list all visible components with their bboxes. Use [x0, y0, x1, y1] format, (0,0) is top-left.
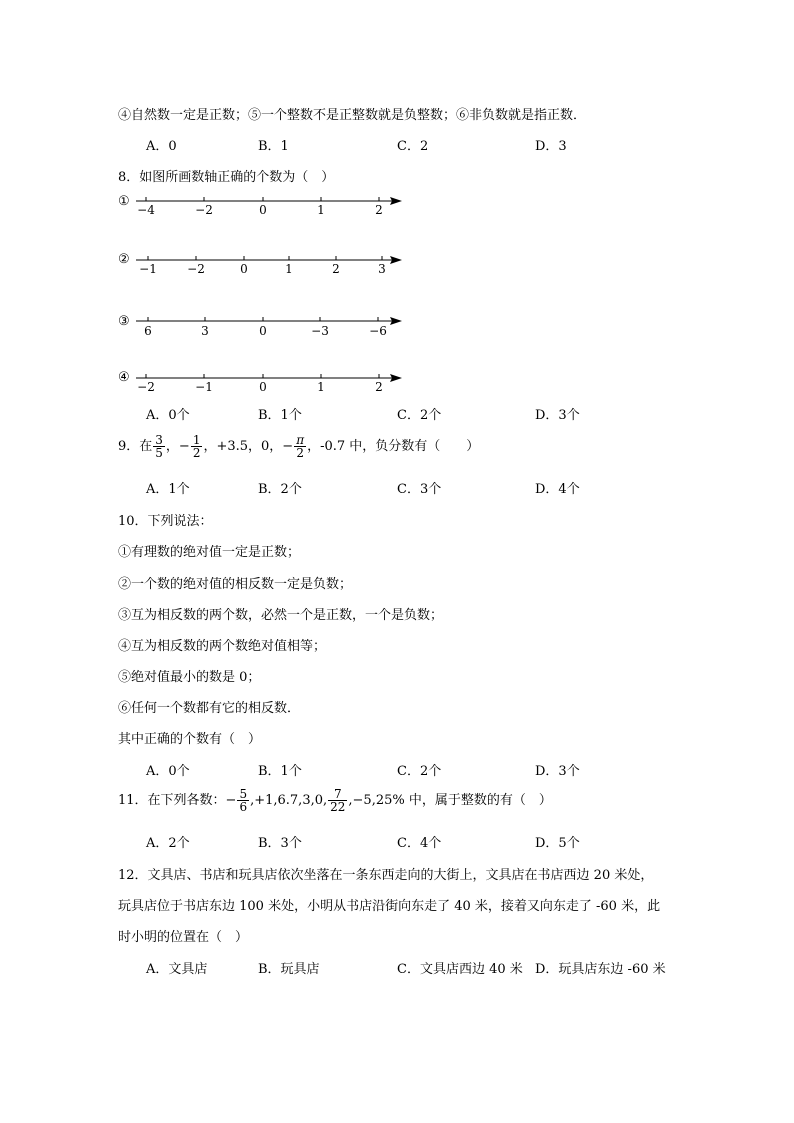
tick-label: −1	[139, 262, 157, 276]
q12-line-1: 12．文具店、书店和玩具店依次坐落在一条东西走向的大街上，文具店在书店西边 20 米处，	[118, 868, 654, 883]
tick-label: −3	[311, 324, 329, 338]
tick-label: −4	[137, 203, 155, 217]
tick-label: −2	[137, 380, 155, 394]
q11-option-b: B．3个	[258, 836, 302, 851]
fraction: $\frac{5}{6}$	[239, 787, 248, 814]
q10-question: 其中正确的个数有（ ）	[118, 732, 262, 747]
q7-option-a: A．0	[146, 139, 177, 154]
q12-option-d: D．玩具店东边 -60 米	[535, 962, 666, 977]
q9-option-c: C．3个	[397, 482, 442, 497]
tick-label: −1	[195, 380, 213, 394]
tick-label: 2	[375, 203, 383, 217]
q12-option-c: C．文具店西边 40 米	[397, 962, 523, 977]
tick-label: −2	[195, 203, 213, 217]
q10-item: ⑥任何一个数都有它的相反数．	[118, 701, 301, 716]
q9-option-b: B．2个	[258, 482, 302, 497]
q12-option-b: B．玩具店	[258, 962, 320, 977]
q10-item: ③互为相反数的两个数，必然一个是正数，一个是负数；	[118, 608, 444, 623]
q10-option-d: D．3个	[535, 764, 580, 779]
number-line-label: ④	[118, 370, 130, 385]
tick-label: 0	[259, 203, 267, 217]
tick-label: 3	[378, 262, 386, 276]
q8-option-c: C．2个	[397, 408, 442, 423]
q10-option-a: A．0个	[146, 764, 190, 779]
number-line-label: ①	[118, 194, 130, 209]
q12-option-a: A．文具店	[146, 962, 208, 977]
tick-label: 0	[240, 262, 248, 276]
tick-label: 1	[317, 203, 325, 217]
q7-option-c: C．2	[397, 139, 429, 154]
q8-option-b: B．1个	[258, 408, 302, 423]
q10-option-b: B．1个	[258, 764, 302, 779]
q8-option-a: A．0个	[146, 408, 190, 423]
number-line-label: ③	[118, 314, 130, 329]
q11-option-d: D．5个	[535, 836, 580, 851]
tick-label: 3	[201, 324, 209, 338]
q9-stem: 9．在 $\frac{3}{5}$ ，− $\frac{1}{2}$ ，+3.5，0，− $\frac{\pi}{2}$ ，-0.7 中，负分数有（ ）	[118, 433, 480, 460]
q11-option-c: C．4个	[397, 836, 442, 851]
q7-option-d: D．3	[535, 139, 567, 154]
q9-prefix: 9．在	[118, 439, 153, 454]
q12-line-2: 玩具店位于书店东边 100 米处，小明从书店沿街向东走了 40 米，接着又向东走了 -60 米，此	[118, 899, 661, 914]
tick-label: −2	[187, 262, 205, 276]
q9-option-a: A．1个	[146, 482, 190, 497]
q10-stem: 10．下列说法：	[118, 514, 213, 529]
tick-label: 1	[285, 262, 293, 276]
number-line-label: ②	[118, 252, 130, 267]
tick-label: 0	[259, 380, 267, 394]
q12-line-3: 时小明的位置在（ ）	[118, 930, 249, 945]
fraction: $\frac{\pi}{2}$	[296, 433, 305, 460]
tick-label: −6	[369, 324, 387, 338]
q7-statement: ④自然数一定是正数；⑤一个整数不是正整数就是负整数；⑥非负数就是指正数．	[118, 108, 587, 123]
q8-option-d: D．3个	[535, 408, 580, 423]
q10-item: ②一个数的绝对值的相反数一定是负数；	[118, 577, 353, 592]
tick-label: 2	[332, 262, 340, 276]
q10-item: ⑤绝对值最小的数是 0；	[118, 670, 261, 685]
tick-label: 2	[375, 380, 383, 394]
fraction: $\frac{1}{2}$	[192, 433, 201, 460]
fraction: $\frac{3}{5}$	[155, 433, 163, 460]
tick-label: 0	[259, 324, 267, 338]
q10-item: ④互为相反数的两个数绝对值相等；	[118, 639, 327, 654]
q10-item: ①有理数的绝对值一定是正数；	[118, 545, 301, 560]
q11-stem: 11．在下列各数：− $\frac{5}{6}$ ,+1,6.7,3,0, $\frac{7}{22}$ ,−5,25% 中，属于整数的有（ ）	[118, 787, 552, 814]
q10-option-c: C．2个	[397, 764, 442, 779]
fraction: $\frac{7}{22}$	[330, 787, 346, 814]
tick-label: 1	[317, 380, 325, 394]
q9-option-d: D．4个	[535, 482, 580, 497]
tick-label: 6	[144, 324, 152, 338]
q11-option-a: A．2个	[146, 836, 190, 851]
q8-stem: 8．如图所画数轴正确的个数为（ ）	[118, 170, 335, 185]
q7-option-b: B．1	[258, 139, 289, 154]
